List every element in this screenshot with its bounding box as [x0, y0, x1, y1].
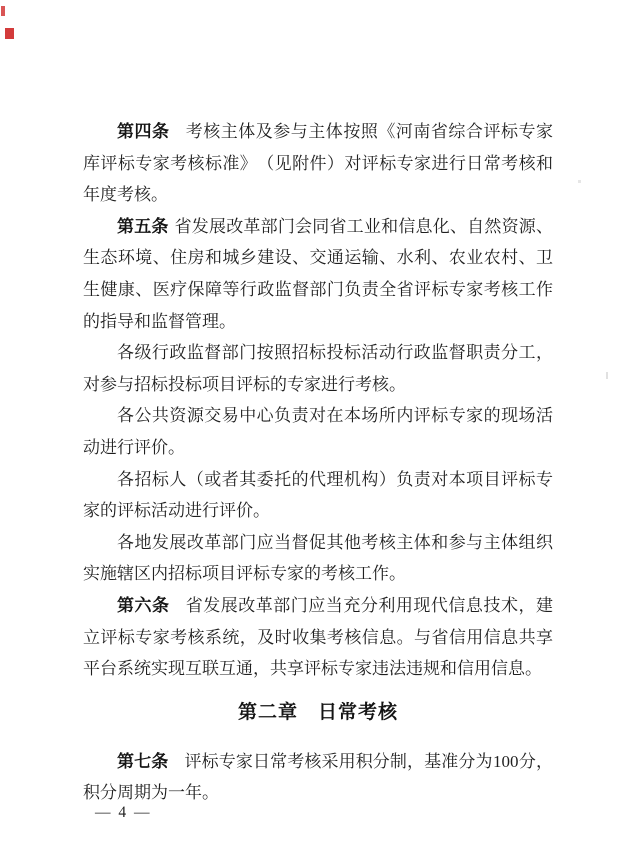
article-6-number: 第六条 [117, 595, 170, 615]
paragraph-article-4 [83, 116, 553, 211]
page-number: — 4 — [95, 804, 152, 821]
paragraph-text: 各地发展改革部门应当督促其他考核主体和参与主体组织实施辖区内招标项目评标专家的考核工作。 [83, 532, 553, 584]
document-body [83, 116, 553, 809]
paragraph-article-5 [83, 211, 553, 337]
paragraph-text: 各级行政监督部门按照招标投标活动行政监督职责分工，对参与招标投标项目评标的专家进行考核。 [83, 343, 553, 394]
chapter-heading: 第二章 日常考核 [237, 701, 398, 723]
paragraph-text: 各公共资源交易中心负责对在本场所内评标专家的现场活动进行评价。 [83, 406, 553, 457]
article-5-number: 第五条 [117, 216, 169, 236]
paragraph-article-6 [83, 590, 553, 685]
article-7-text: 评标专家日常考核采用积分制，基准分为 100 分，积分周期为一年。 [83, 751, 554, 803]
scan-speck-artifact [606, 372, 608, 379]
paragraph-article-7 [83, 746, 553, 809]
paragraph-admin-departments [83, 337, 553, 400]
article-4-number: 第四条 [117, 122, 170, 141]
paragraph-trading-centers [83, 400, 553, 463]
paragraph-local-development-reform [83, 527, 553, 590]
red-scan-mark-artifact [1, 6, 5, 16]
paragraph-tenderers [83, 464, 553, 527]
article-4-text: 考核主体及参与主体按照《河南省综合评标专家库评标专家考核标准》（见附件）对评标专家进行日常考核和年度考核。 [83, 122, 553, 205]
paragraph-text: 各招标人（或者其委托的代理机构）负责对本项目评标专家的评标活动进行评价。 [83, 469, 553, 521]
article-7-number: 第七条 [117, 751, 169, 771]
red-scan-mark-artifact [5, 28, 14, 39]
article-6-text: 省发展改革部门应当充分利用现代信息技术，建立评标专家考核系统，及时收集考核信息。与省信用信息共享平台系统实现互联互通，共享评标专家违法违规和信用信息。 [83, 595, 553, 679]
article-5-text: 省发展改革部门会同省工业和信息化、自然资源、生态环境、住房和城乡建设、交通运输、水利、农业农村、卫生健康、医疗保障等行政监督部门负责全省评标专家考核工作的指导和监督管理。 [83, 216, 554, 331]
scan-speck-artifact [578, 180, 581, 183]
